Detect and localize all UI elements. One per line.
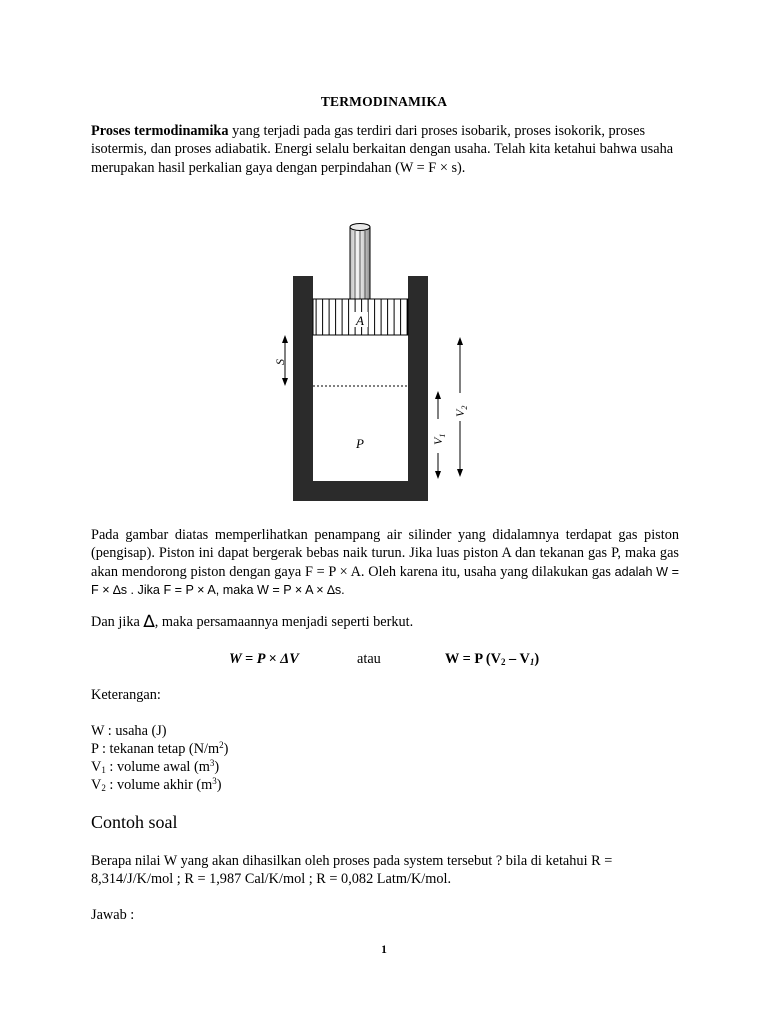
intro-bold-lead: Proses termodinamika bbox=[91, 123, 229, 139]
formula-right: W = P $(V_2 - V_1)$ bbox=[445, 651, 540, 667]
question-paragraph: Berapa nilai W yang akan dihasilkan oleh proses pada system tersebut ? bila di ketahui R = 8,314/J/K/mol ; R = 1,987 Cal/K/mol ; R = 0,082 Latm/K/mol. bbox=[91, 853, 613, 888]
keterangan-heading: Keterangan: bbox=[91, 687, 161, 703]
initial-volume-arrow bbox=[431, 391, 447, 479]
delta-line: Dan jika ∆, maka persamaannya menjadi seperti berkut. bbox=[91, 612, 414, 632]
contoh-soal-heading: Contoh soal bbox=[91, 812, 178, 832]
piston-area-label: A bbox=[356, 313, 364, 328]
delta-symbol: ∆ bbox=[143, 612, 155, 632]
displacement-arrow bbox=[273, 335, 288, 386]
legend-p: P : tekanan tetap $(N/m^2)$ bbox=[91, 740, 229, 757]
legend-w: W : usaha (J) bbox=[91, 723, 167, 739]
description-paragraph bbox=[91, 526, 679, 600]
work-formula-run: adalah W = F × ∆s . Jika F = P × A, maka W = P × A × ∆s. bbox=[91, 564, 679, 598]
legend-v2: $V_2$ : volume akhir $(m^3)$ bbox=[91, 776, 222, 793]
piston-cylinder-figure bbox=[270, 215, 490, 505]
initial-volume-label: $V_1$ bbox=[431, 433, 447, 445]
displacement-label: S bbox=[273, 359, 287, 365]
intro-paragraph bbox=[91, 122, 679, 177]
formula-left: W = P × ΔV bbox=[229, 651, 299, 667]
legend-v1: $V_1$ : volume awal $(m^3)$ bbox=[91, 758, 220, 775]
description-text: Pada gambar diatas memperlihatkan penampang air silinder yang didalamnya terdapat gas piston (pengisap). Piston ini dapat bergerak bebas naik turun. Jika luas piston A dan tekanan gas P, maka gas akan mendorong piston dengan gaya F = P × A. Oleh karena itu, usaha yang dilakukan gas bbox=[91, 527, 679, 580]
final-volume-arrow bbox=[453, 337, 469, 477]
page-title: TERMODINAMIKA bbox=[320, 94, 448, 109]
gas-pressure-label: P bbox=[356, 436, 364, 451]
page-number: 1 bbox=[381, 944, 387, 956]
piston-rod bbox=[350, 224, 370, 300]
answer-label: Jawab : bbox=[91, 907, 135, 923]
formula-connector: atau bbox=[357, 651, 381, 667]
intro-text: yang terjadi pada gas terdiri dari proses isobarik, proses isokorik, proses isotermis, dan proses adiabatik. Energi selalu berkaitan dengan usaha. Telah kita ketahui bahwa usaha merupakan hasil perkalian gaya dengan perpindahan (W = F × s). bbox=[91, 123, 674, 176]
piston-head bbox=[313, 299, 408, 335]
final-volume-label: $V_2$ bbox=[453, 405, 469, 417]
